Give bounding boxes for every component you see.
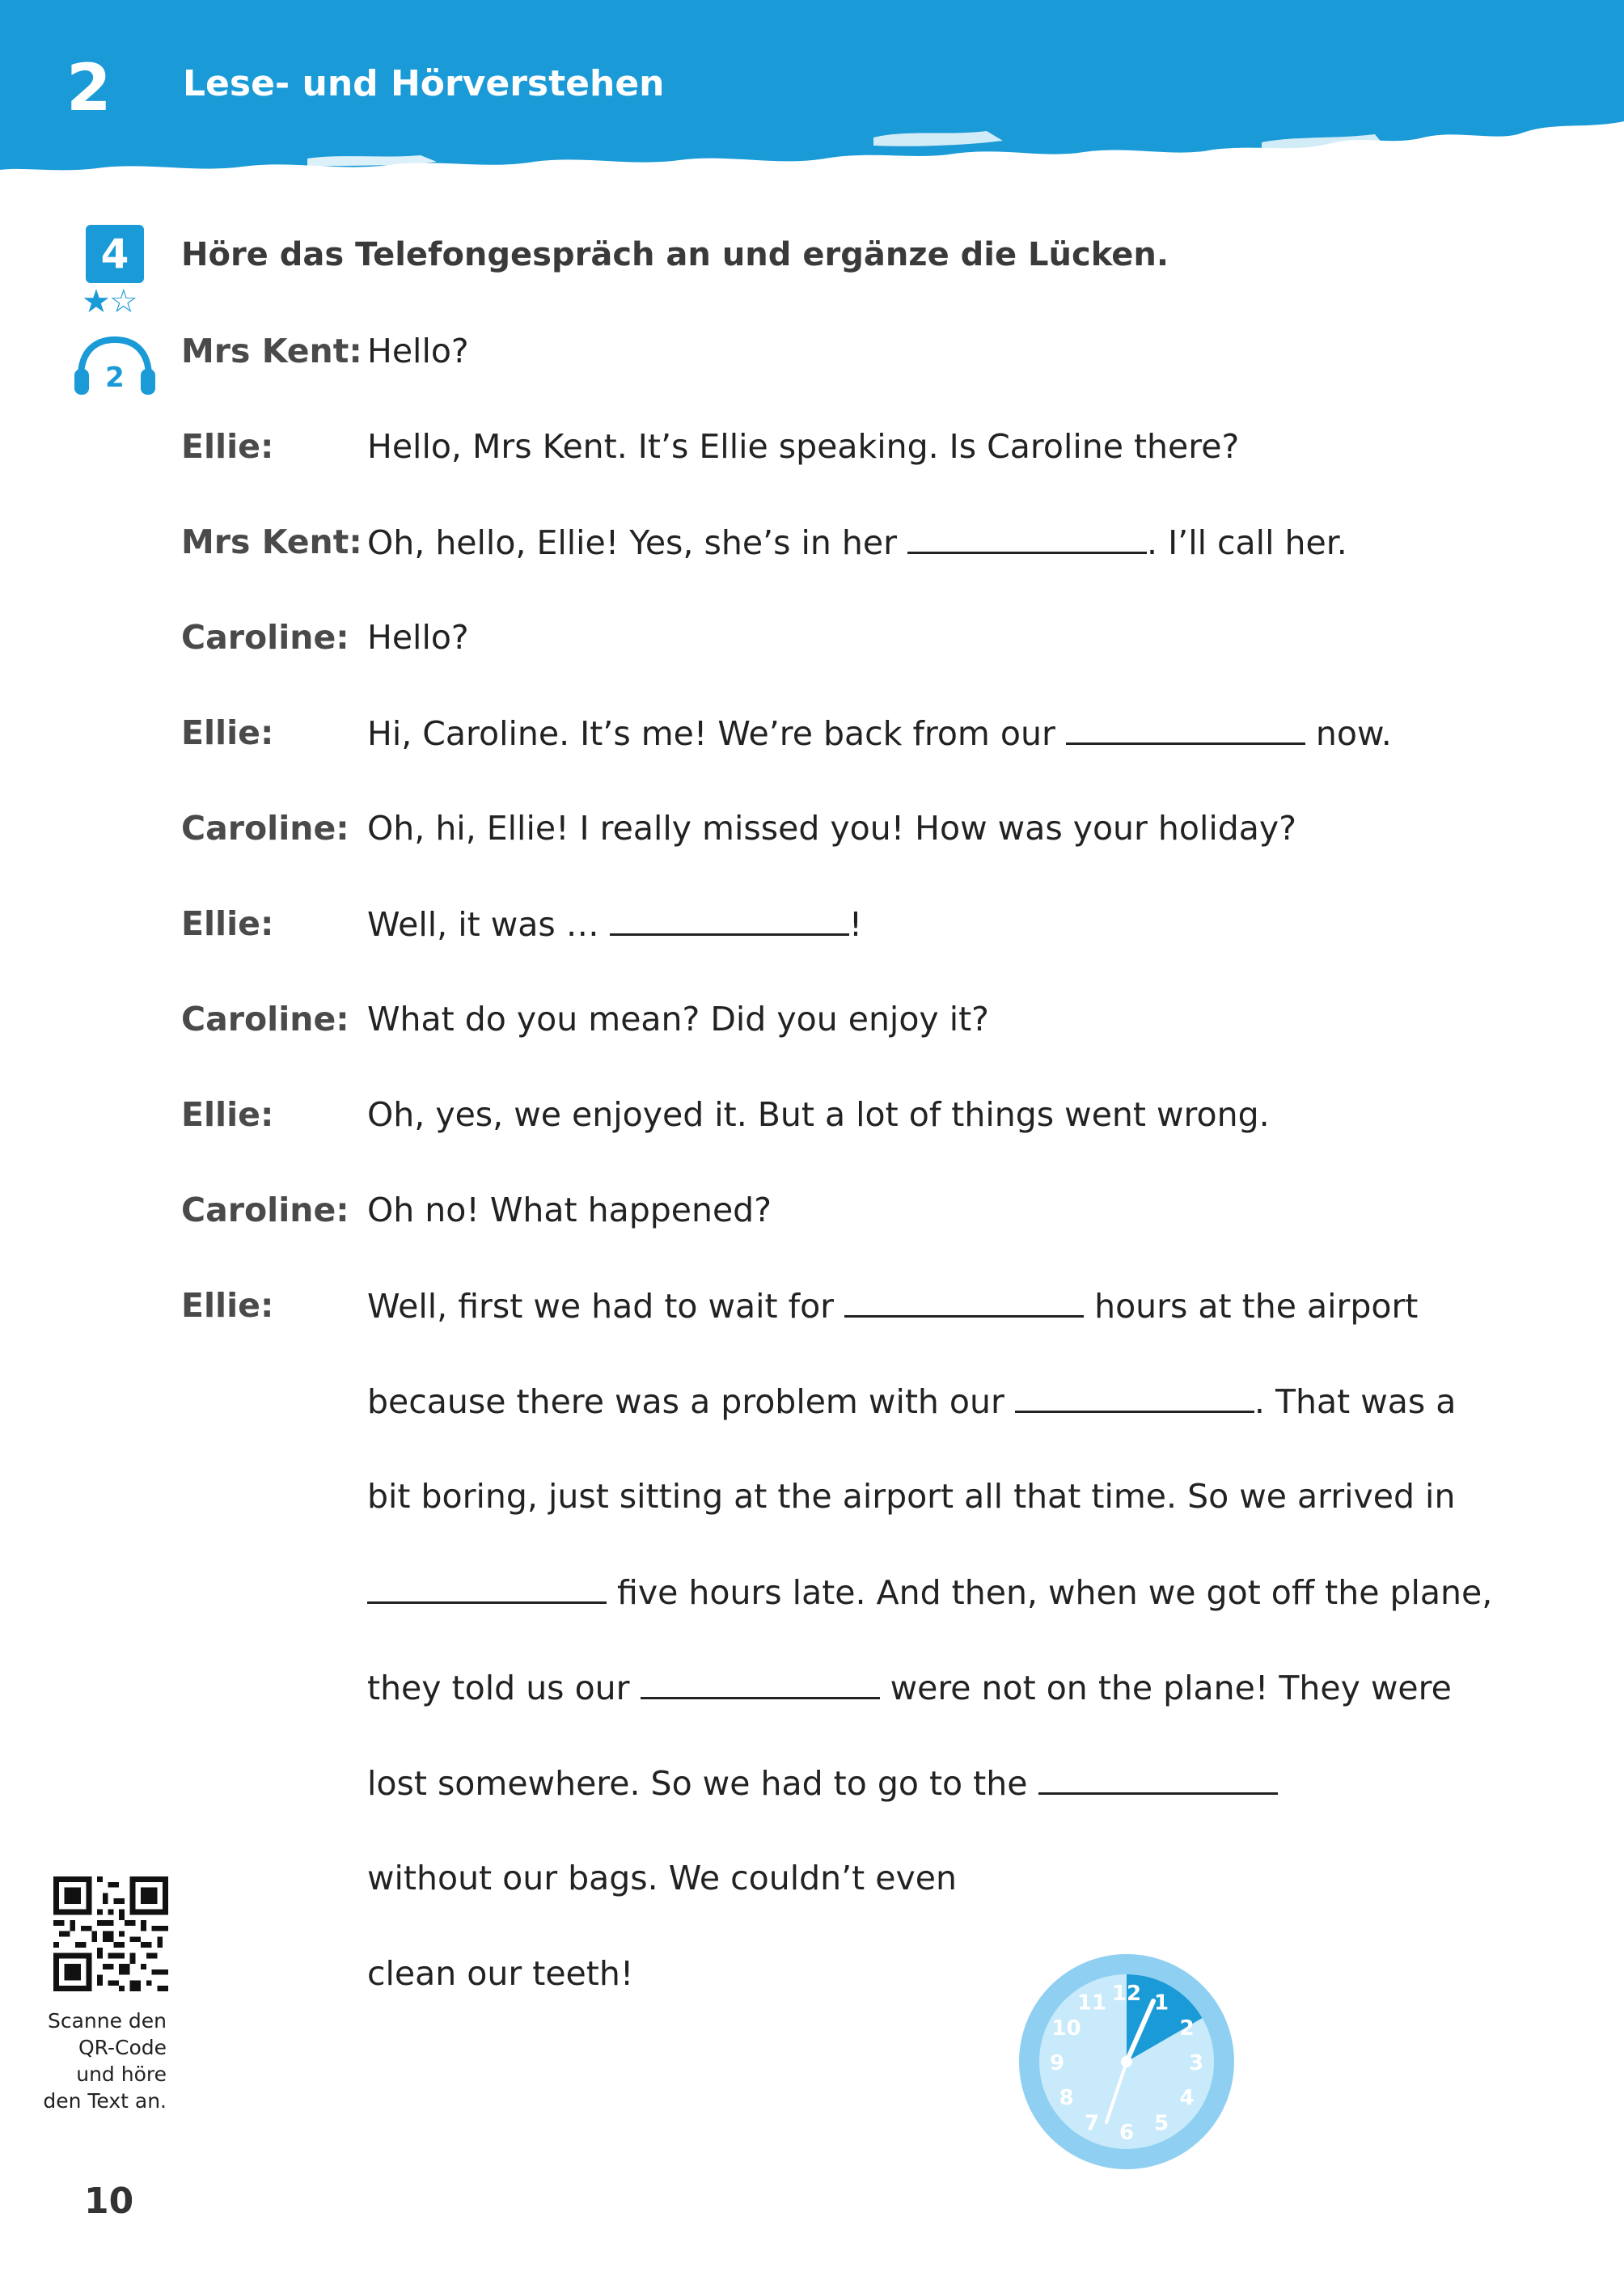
clock-numeral: 4 xyxy=(1179,2086,1195,2110)
task-instruction: Höre das Telefongespräch an und ergänze die Lücken. xyxy=(181,236,1169,273)
dialogue-continuation: lost somewhere. So we had to go to the xyxy=(367,1763,1278,1803)
dialogue-continuation: bit boring, just sitting at the airport all that time. So we arrived in xyxy=(367,1477,1456,1516)
clock-numeral: 11 xyxy=(1076,1991,1107,2016)
chapter-header xyxy=(0,0,1624,194)
difficulty-stars-icon: ★☆ xyxy=(82,283,137,320)
dialogue-continuation: without our bags. We couldn’t even xyxy=(367,1859,957,1897)
qr-caption: Scanne den QR-Code und höre den Text an. xyxy=(43,2009,167,2113)
page-number: 10 xyxy=(84,2181,134,2222)
clock-icon xyxy=(1017,1952,1236,2174)
blank-gap[interactable] xyxy=(1066,713,1305,745)
speaker-label: Mrs Kent: xyxy=(181,332,362,370)
dialogue-line: Oh, hello, Ellie! Yes, she’s in her . I’ll call her. xyxy=(367,523,1347,562)
speaker-label: Caroline: xyxy=(181,1191,349,1229)
speaker-label: Caroline: xyxy=(181,809,349,848)
blank-gap[interactable] xyxy=(907,522,1147,554)
clock-numeral: 12 xyxy=(1111,1982,1142,2006)
dialogue-line: What do you mean? Did you enjoy it? xyxy=(367,1000,989,1039)
blank-gap[interactable] xyxy=(641,1668,880,1699)
blank-gap[interactable] xyxy=(367,1572,607,1604)
dialogue-continuation: clean our teeth! xyxy=(367,1954,634,1993)
dialogue-line: Oh no! What happened? xyxy=(367,1191,772,1229)
dialogue-line: Well, it was … ! xyxy=(367,905,863,944)
speaker-label: Ellie: xyxy=(181,1095,274,1134)
chapter-title: Lese- und Hörverstehen xyxy=(183,63,665,104)
speaker-label: Ellie: xyxy=(181,427,274,466)
clock-numeral: 7 xyxy=(1084,2111,1100,2136)
blank-gap[interactable] xyxy=(1038,1763,1278,1795)
speaker-label: Ellie: xyxy=(181,904,274,943)
clock-numeral: 6 xyxy=(1119,2121,1135,2145)
clock-numeral: 10 xyxy=(1051,2016,1081,2041)
dialogue-line: Oh, yes, we enjoyed it. But a lot of things went wrong. xyxy=(367,1095,1270,1134)
blank-gap[interactable] xyxy=(1015,1381,1254,1413)
chapter-number: 2 xyxy=(66,50,112,125)
dialogue-line: Hello? xyxy=(367,618,469,657)
clock-numeral: 9 xyxy=(1049,2051,1065,2075)
task-number-badge: 4 xyxy=(86,225,144,283)
dialogue-line: Hello, Mrs Kent. It’s Ellie speaking. Is Caroline there? xyxy=(367,427,1240,466)
dialogue-continuation: because there was a problem with our . That was a xyxy=(367,1382,1457,1421)
dialogue-line: Oh, hi, Ellie! I really missed you! How was your holiday? xyxy=(367,809,1296,848)
speaker-label: Caroline: xyxy=(181,618,349,657)
speaker-label: Ellie: xyxy=(181,1286,274,1325)
blank-gap[interactable] xyxy=(844,1286,1084,1318)
clock-numeral: 2 xyxy=(1179,2016,1195,2041)
audio-track-number: 2 xyxy=(105,362,125,394)
dialogue-line: Hi, Caroline. It’s me! We’re back from our now. xyxy=(367,714,1392,753)
clock-numeral: 5 xyxy=(1153,2111,1169,2136)
dialogue-continuation: five hours late. And then, when we got off the plane, xyxy=(367,1572,1492,1612)
clock-numeral: 8 xyxy=(1059,2086,1074,2110)
dialogue-continuation: they told us our were not on the plane! They were xyxy=(367,1669,1452,1707)
headphones-icon xyxy=(71,335,159,403)
clock-numeral: 1 xyxy=(1153,1991,1169,2016)
speaker-label: Mrs Kent: xyxy=(181,522,362,561)
qr-code[interactable] xyxy=(53,1876,168,1995)
speaker-label: Ellie: xyxy=(181,713,274,752)
blank-gap[interactable] xyxy=(610,904,849,936)
dialogue-line: Hello? xyxy=(367,332,469,370)
dialogue-line: Well, first we had to wait for hours at the airport xyxy=(367,1287,1419,1326)
clock-numeral: 3 xyxy=(1188,2051,1204,2075)
speaker-label: Caroline: xyxy=(181,1000,349,1039)
